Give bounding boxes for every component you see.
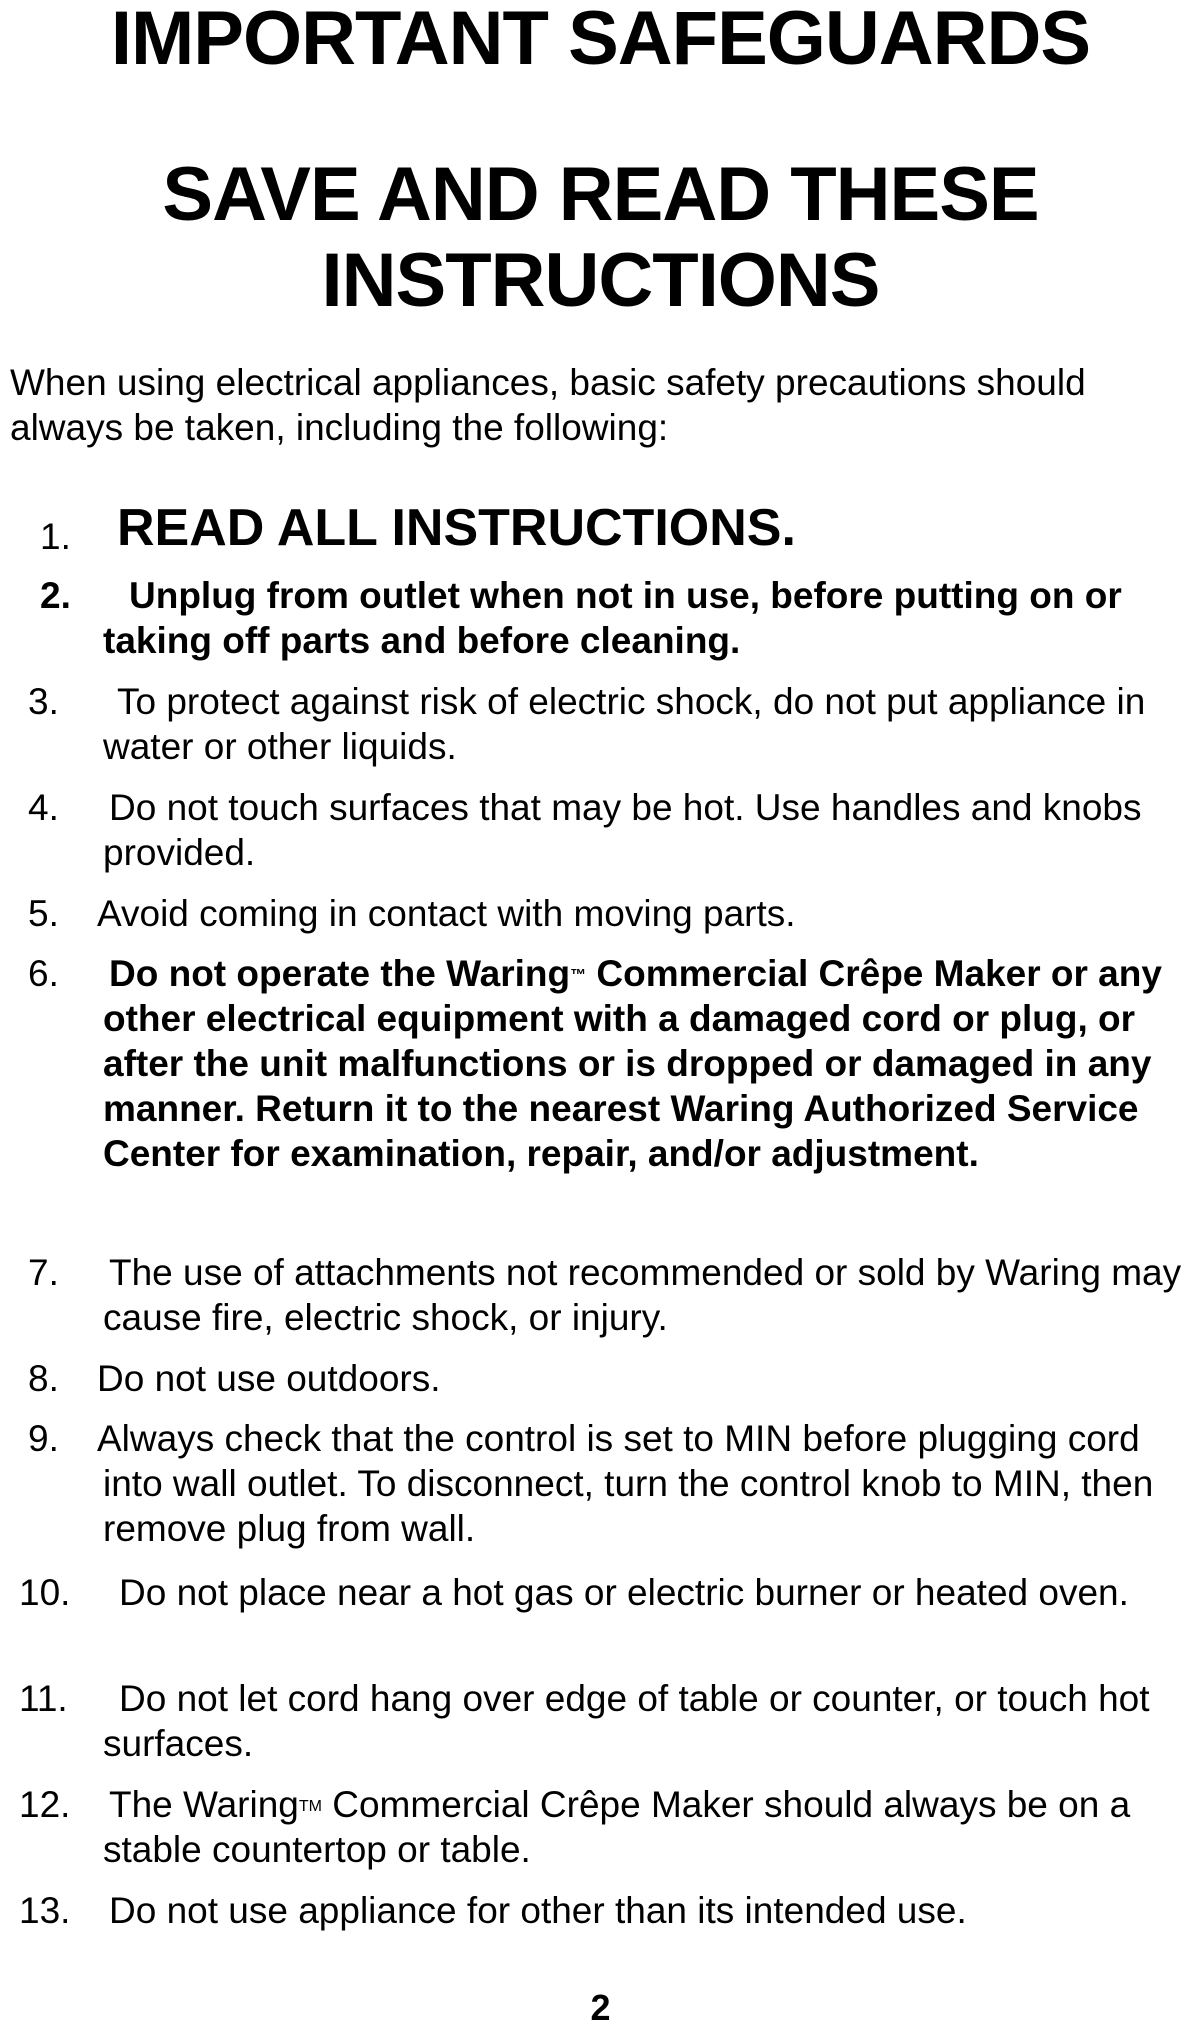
item-text: Do not use appliance for other than its intended use. <box>109 1890 967 1931</box>
subtitle-line-1: SAVE AND READ THESE <box>162 152 1039 237</box>
item-number: 8. <box>28 1358 59 1399</box>
item-text: To protect against risk of electric shock, do not put appliance in water or other liquids. <box>103 681 1146 767</box>
item-text: Avoid coming in contact with moving parts. <box>97 893 796 934</box>
item-text: Do not use outdoors. <box>97 1358 441 1399</box>
item-text: Do not place near a hot gas or electric burner or heated oven. <box>119 1572 1129 1613</box>
item-text: READ ALL INSTRUCTIONS. <box>117 499 796 557</box>
item-number: 2. <box>40 575 71 616</box>
subtitle-line-2: INSTRUCTIONS <box>321 238 880 323</box>
item-text: The use of attachments not recommended or sold by Waring may cause fire, electric shock, or injury. <box>103 1252 1182 1338</box>
item-number: 5. <box>28 893 59 934</box>
item-text: Unplug from outlet when not in use, before putting on or taking off parts and before cleaning. <box>103 575 1122 661</box>
item-text: Always check that the control is set to MIN before plugging cord into wall outlet. To disconnect, turn the control knob to MIN, then remove plug from wall. <box>97 1418 1154 1549</box>
trademark-mark: ™ <box>570 967 587 984</box>
item-number: 1. <box>40 516 71 557</box>
item-number: 3. <box>28 681 59 722</box>
trademark-mark: TM <box>298 1798 322 1815</box>
item-number: 11. <box>19 1678 68 1719</box>
item-text: Do not let cord hang over edge of table or counter, or touch hot surfaces. <box>103 1678 1150 1764</box>
item-text: Do not touch surfaces that may be hot. Use handles and knobs provided. <box>103 787 1142 873</box>
item-number: 6. <box>28 953 59 994</box>
item-text-part: Commercial Crêpe Maker or any other electrical equipment with a damaged cord or plug, or after the unit malfunctions or is dropped or damaged in any manner. Return it to the nearest Waring Authorized Service Center for examination, repair, and/or adjustment. <box>103 953 1162 1174</box>
item-number: 9. <box>28 1418 59 1459</box>
item-text <box>103 951 1195 1176</box>
item-text-part: Commercial Crêpe Maker should always be on a stable countertop or table. <box>103 1784 1131 1870</box>
item-number: 7. <box>28 1252 59 1293</box>
page-title: IMPORTANT SAFEGUARDS <box>110 0 1091 81</box>
item-text-part: Do not operate the Waring <box>109 953 571 994</box>
item-number: 4. <box>28 787 59 828</box>
page-number: 2 <box>590 1987 611 2028</box>
item-number: 10. <box>19 1572 71 1613</box>
intro-paragraph: When using electrical appliances, basic safety precautions should always be taken, including the following: <box>10 362 1086 448</box>
item-text-part: The Waring <box>109 1784 299 1825</box>
item-number: 13. <box>19 1890 71 1931</box>
safeguard-item-1 <box>0 498 1201 562</box>
item-number: 12. <box>19 1784 71 1825</box>
item-text <box>103 1782 1195 1872</box>
